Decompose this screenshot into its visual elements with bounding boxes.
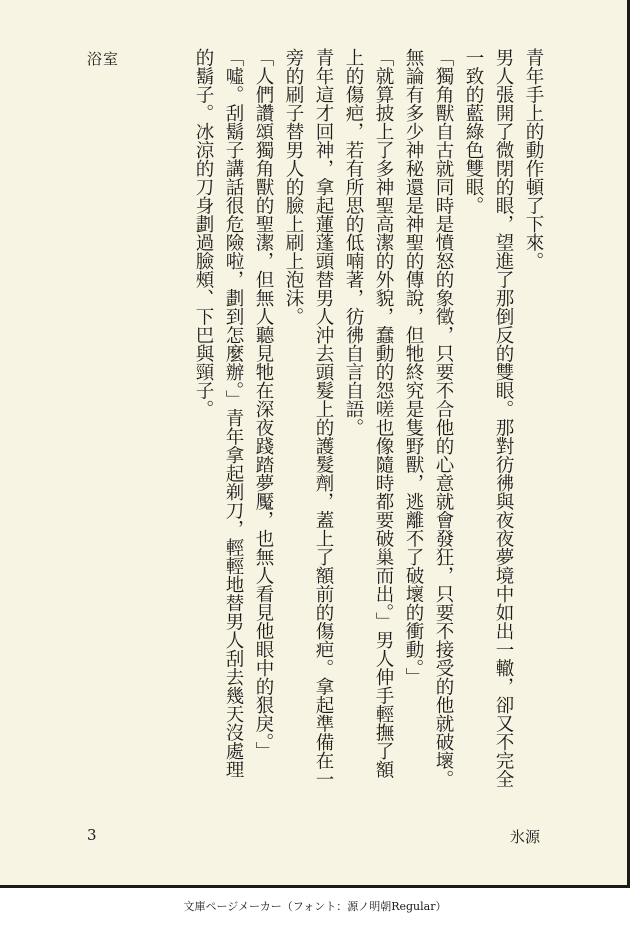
paragraph: 青年手上的動作頓了下來。 [523, 48, 544, 270]
paragraph: 青年這才回神，拿起蓮蓬頭替男人沖去頭髮上的護髮劑，蓋上了額前的傷疤。拿起準備在一旁的刷子替男人的臉上刷上泡沫。 [283, 48, 334, 788]
paragraph: 「獨角獸自古就同時是憤怒的象徵，只要不合他的心意就會發狂，只要不接受的他就破壞。無論有多少神秘還是神聖的傳說，但牠終究是隻野獸，逃離不了破壞的衝動。」 [403, 48, 454, 788]
paragraph: 「噓。刮鬍子講話很危險啦，劃到怎麼辦。」青年拿起剃刀，輕輕地替男人刮去幾天沒處理的鬍子。冰涼的刀身劃過臉頰、下巴與頸子。 [193, 48, 244, 779]
body-text [68, 48, 548, 788]
paragraph: 男人張開了微閉的眼，望進了那倒反的雙眼。那對彷彿與夜夜夢境中如出一轍，卻又不完全一致的藍綠色雙眼。 [463, 48, 514, 788]
generator-footer: 文庫ページメーカー（フォント：源ノ明朝Regular） [183, 900, 447, 913]
paragraph: 「就算披上了多神聖高潔的外貌，蠢動的怨嗟也像隨時都要破巢而出。」男人伸手輕撫了額上的傷疤，若有所思的低喃著，彷彿自言自語。 [343, 48, 394, 779]
paragraph: 「人們讚頌獨角獸的聖潔，但無人聽見牠在深夜踐踏夢魘，也無人看見他眼中的狠戾。」 [253, 48, 274, 761]
chapter-title: 浴室 [87, 50, 120, 68]
author-name: 氷源 [510, 828, 541, 846]
page-number: 3 [87, 826, 97, 844]
